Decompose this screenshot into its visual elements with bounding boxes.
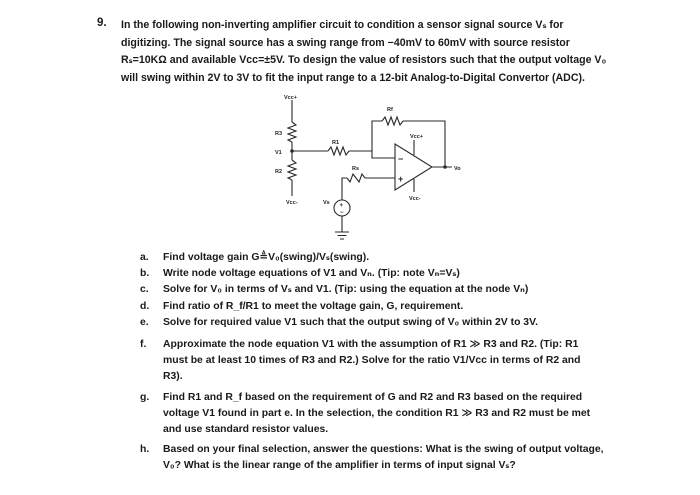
part-line: R3).	[163, 371, 183, 383]
r2-label: R2	[275, 169, 283, 175]
r3-resistor	[288, 122, 296, 142]
rs-label: Rs	[352, 166, 360, 172]
sub-question-h	[140, 442, 640, 474]
v1-node-dot	[290, 149, 294, 153]
wire-rf-to-output	[403, 121, 445, 167]
vcc-minus-left-label: Vcc-	[286, 200, 298, 206]
r3-label: R3	[275, 131, 283, 137]
r2-resistor	[288, 160, 296, 180]
amplifier-circuit-diagram	[270, 92, 470, 252]
wire-inverting-to-rf	[372, 121, 382, 151]
part-label: e.	[140, 316, 149, 328]
part-label: d.	[140, 300, 150, 312]
intro-line: digitizing. The signal source has a swing range from −40mV to 60mV with source resistor	[121, 36, 570, 49]
source-plus-sign: +	[339, 203, 344, 209]
part-line: Find ratio of R_f/R1 to meet the voltage gain, G, requirement.	[163, 300, 464, 312]
source-minus-sign: −	[340, 210, 344, 216]
sub-question-a	[140, 250, 640, 266]
part-text	[163, 282, 640, 298]
part-line: Solve for V₀ in terms of Vₛ and V1. (Tip: using the equation at the node Vₙ)	[163, 284, 529, 296]
rs-resistor	[347, 174, 365, 182]
part-text	[163, 337, 640, 386]
part-text	[163, 390, 640, 439]
part-text	[163, 315, 640, 331]
part-line: V₀? What is the linear range of the amplifier in terms of input signal Vₛ?	[163, 460, 516, 472]
sub-question-list	[140, 250, 640, 475]
intro-line: Rₛ=10KΩ and available Vcc=±5V. To design the value of resistors such that the output voltage V₀	[121, 54, 607, 67]
r1-resistor	[328, 147, 349, 155]
part-line: must be at least 10 times of R3 and R2.) Solve for the ratio V1/Vcc in terms of R2 and	[163, 355, 581, 367]
part-text	[163, 266, 640, 282]
part-line: and use standard resistor values.	[163, 424, 329, 436]
sub-question-e	[140, 315, 640, 331]
sub-question-d	[140, 299, 640, 315]
part-text	[163, 442, 640, 474]
part-label: b.	[140, 268, 150, 280]
sub-question-c	[140, 282, 640, 298]
opamp-plus-sign: +	[398, 174, 404, 184]
part-label: h.	[140, 444, 150, 456]
part-line: voltage V1 found in part e. In the selection, the condition R1 ≫ R3 and R2 must be met	[163, 407, 591, 419]
part-text	[163, 299, 640, 315]
vo-label: Vo	[454, 166, 461, 172]
question-intro	[121, 17, 607, 87]
vee-label: Vcc-	[409, 196, 421, 202]
rf-label: Rf	[387, 107, 393, 113]
sub-question-g	[140, 390, 640, 439]
part-line: Solve for required value V1 such that the output swing of V₀ within 2V to 3V.	[163, 316, 538, 328]
vcc-top-label: Vcc+	[284, 95, 297, 101]
part-label: g.	[140, 391, 150, 403]
wire-rs-to-source	[342, 178, 347, 200]
vcc-opamp-label: Vcc+	[410, 134, 423, 140]
intro-line: In the following non-inverting amplifier circuit to condition a sensor signal source Vₛ for	[121, 19, 564, 31]
ground-symbol	[335, 232, 349, 239]
wire-r1-to-inverting	[349, 151, 395, 158]
part-line: Find voltage gain G≜V₀(swing)/Vₛ(swing).	[163, 252, 370, 263]
rf-resistor	[382, 117, 403, 125]
sub-question-b	[140, 266, 640, 282]
part-label: a.	[140, 252, 149, 263]
output-node-dot	[443, 165, 447, 169]
part-line: Write node voltage equations of V1 and Vₙ. (Tip: note Vₙ=Vₛ)	[163, 268, 460, 280]
r1-label: R1	[332, 140, 340, 146]
part-text	[163, 250, 640, 266]
part-label: f.	[140, 339, 147, 351]
sub-question-f	[140, 337, 640, 386]
question-number: 9.	[97, 17, 107, 29]
opamp-minus-sign: −	[398, 154, 404, 164]
part-line: Approximate the node equation V1 with the assumption of R1 ≫ R3 and R2. (Tip: R1	[163, 339, 579, 351]
part-label: c.	[140, 284, 149, 296]
v1-label: V1	[275, 150, 282, 156]
part-line: Based on your final selection, answer the questions: What is the swing of output voltage,	[163, 444, 604, 456]
vs-label: Vs	[323, 200, 330, 206]
part-line: Find R1 and R_f based on the requirement of G and R2 and R3 based on the required	[163, 391, 583, 403]
intro-line: will swing within 2V to 3V to fit the input range to a 12-bit Analog-to-Digital Convertor (ADC).	[121, 71, 585, 84]
